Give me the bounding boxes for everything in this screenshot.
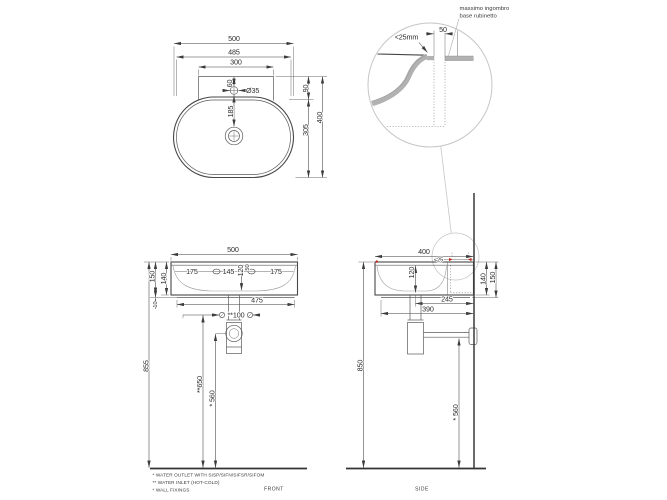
plan-dim-tap-hole-offset: 60 xyxy=(225,79,234,88)
front-dim-left-hole: 175 xyxy=(186,267,198,276)
front-dim-hole-offset: 50 xyxy=(244,264,251,271)
plan-dim-depth-overall: 400 xyxy=(315,111,324,124)
side-view-caption: SIDE xyxy=(415,486,429,493)
front-dim-right-hole: 175 xyxy=(270,267,282,276)
front-view-caption: FRONT xyxy=(264,486,284,493)
detail-connector-line xyxy=(441,147,452,234)
front-dim-width-bottom: 475 xyxy=(251,295,263,305)
side-dim-inner-depth: 120 xyxy=(407,266,416,279)
rim-top-surface xyxy=(369,54,427,55)
side-dim-outlet-height: * 560 xyxy=(451,404,460,421)
plan-dim-tap-hole-diameter: Ø35 xyxy=(246,86,260,95)
side-dim-rim-height: 850 xyxy=(355,359,365,372)
plan-dim-width-inner: 485 xyxy=(228,47,240,57)
plan-dim-basin-depth: 305 xyxy=(301,124,310,136)
detail-callout-line2: base rubinetto xyxy=(459,13,497,20)
side-dim-tap-clearance: <25 xyxy=(433,257,444,264)
side-dim-drain-wall: 245 xyxy=(441,294,453,304)
bottle-trap-side xyxy=(408,323,424,355)
front-dim-height-total: 150 xyxy=(147,270,157,283)
side-dim-height-total: 150 xyxy=(488,271,497,284)
rim-edge-section xyxy=(427,56,434,60)
front-dim-height-body: 140 xyxy=(159,272,168,285)
plan-dim-tap-to-drain: 185 xyxy=(226,105,235,118)
front-dim-inner-depth: 120 xyxy=(236,264,245,277)
footnote-wall-fixings: * WALL FIXINGS xyxy=(152,487,190,493)
front-dim-bottom-recess: 10 xyxy=(152,301,159,308)
front-dim-outlet-height: * 560 xyxy=(207,390,217,407)
tap-deck-section xyxy=(445,56,473,61)
side-dim-front-wall: 390 xyxy=(422,304,434,314)
footnote-water-inlet: ** WATER INLET (HOT-COLD) xyxy=(152,480,220,485)
ceramic-section-band xyxy=(369,57,427,105)
detail-callout-line1: massimo ingombro xyxy=(459,6,510,12)
side-view xyxy=(346,193,499,493)
side-dim-depth-overall: 400 xyxy=(418,247,430,256)
detail-circle xyxy=(368,23,492,147)
front-view xyxy=(141,245,307,493)
front-dim-inlet-spacing: **100 xyxy=(227,310,245,320)
detail-dim-clearance: <25mm xyxy=(394,32,419,42)
detail-dim-tap-base: 50 xyxy=(439,24,447,34)
footnote-water-outlet: * WATER OUTLET WITH SISP/SIFN/SIFSR/SIFOM xyxy=(152,472,265,478)
front-dim-inlet-height: **650 xyxy=(195,375,204,394)
front-dim-width-overall: 500 xyxy=(227,245,239,254)
footnotes xyxy=(153,473,265,493)
wall-fixing-mark xyxy=(376,260,378,262)
plan-dim-ledge-depth: 90 xyxy=(301,84,310,93)
wall-escutcheon xyxy=(469,328,477,345)
plan-dim-width-overall: 500 xyxy=(228,34,240,43)
trap-nut-front xyxy=(226,325,242,341)
plan-view xyxy=(174,34,328,178)
front-dim-hole-center: 145 xyxy=(222,267,235,276)
side-dim-height-body: 140 xyxy=(478,273,488,285)
plan-dim-ledge-width: 300 xyxy=(230,57,242,67)
front-dim-rim-height: 855 xyxy=(141,360,151,372)
side-body-outline xyxy=(375,262,474,295)
detail-view xyxy=(368,6,510,234)
